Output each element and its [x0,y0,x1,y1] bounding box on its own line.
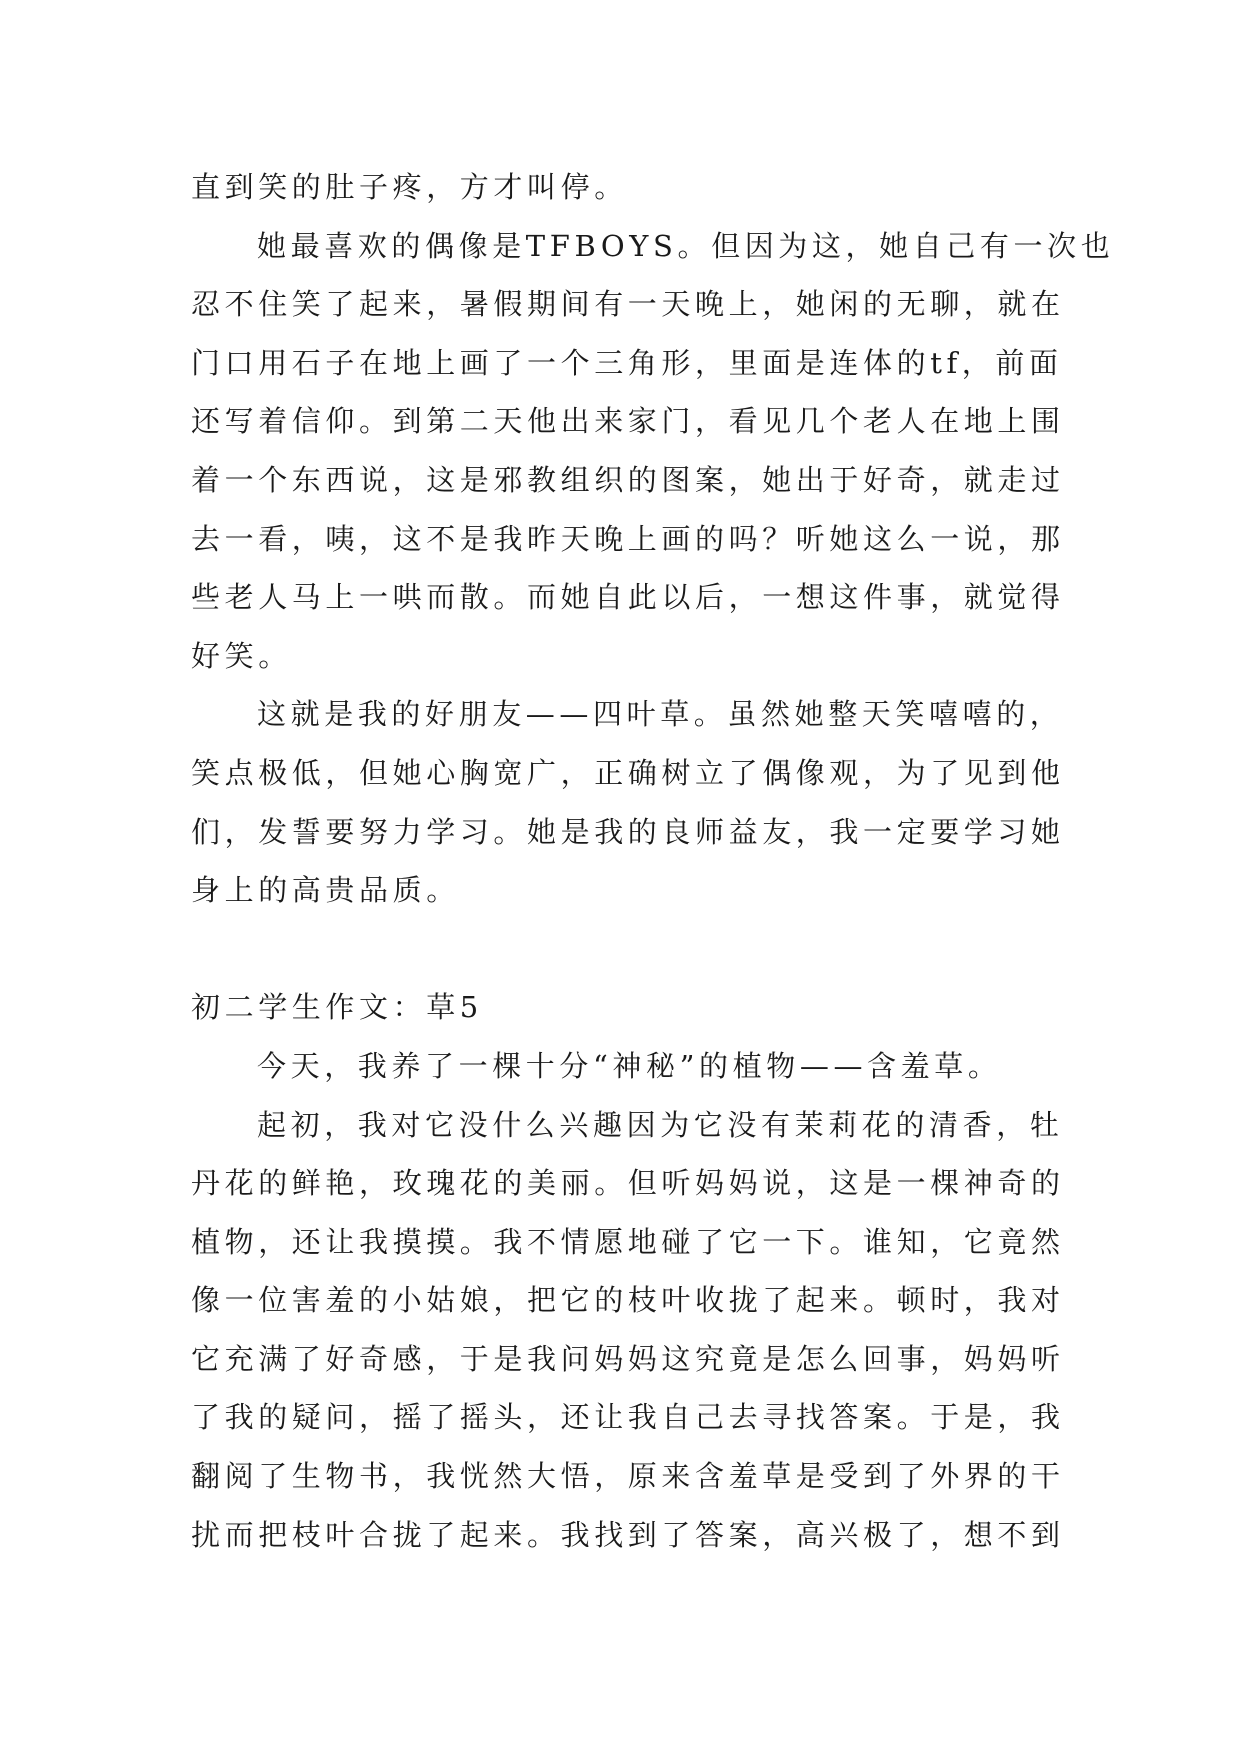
text-line: 们，发誓要努力学习。她是我的良师益友，我一定要学习她 [191,814,1065,849]
paragraph-start-line: 起初，我对它没什么兴趣因为它没有茉莉花的清香，牡 [257,1107,1064,1142]
text-line: 着一个东西说，这是邪教组织的图案，她出于好奇，就走过 [191,462,1065,497]
text-line: 门口用石子在地上画了一个三角形，里面是连体的tf，前面 [191,345,1063,380]
text-line: 身上的高贵品质。 [191,873,460,908]
text-line: 忍不住笑了起来，暑假期间有一天晚上，她闲的无聊，就在 [191,287,1065,322]
text-line: 植物，还让我摸摸。我不情愿地碰了它一下。谁知，它竟然 [191,1224,1065,1259]
text-line: 了我的疑问，摇了摇头，还让我自己去寻找答案。于是，我 [191,1400,1065,1435]
document-body [191,158,1115,1564]
paragraph-start-line: 这就是我的好朋友——四叶草。虽然她整天笑嘻嘻的， [257,697,1064,732]
text-line: 像一位害羞的小姑娘，把它的枝叶收拢了起来。顿时，我对 [191,1283,1065,1318]
text-line: 丹花的鲜艳，玫瑰花的美丽。但听妈妈说，这是一棵神奇的 [191,1166,1065,1201]
text-line: 扰而把枝叶合拢了起来。我找到了答案，高兴极了，想不到 [191,1517,1065,1552]
text-line: 些老人马上一哄而散。而她自此以后，一想这件事，就觉得 [191,580,1065,615]
text-line: 直到笑的肚子疼，方才叫停。 [191,170,628,204]
text-line: 它充满了好奇感，于是我问妈妈这究竟是怎么回事，妈妈听 [191,1341,1065,1376]
paragraph-start-line: 今天，我养了一棵十分“神秘”的植物——含羞草。 [257,1048,1002,1083]
text-line: 好笑。 [191,638,292,673]
paragraph-start-line: 她最喜欢的偶像是TFBOYS。但因为这，她自己有一次也 [257,228,1115,263]
text-line: 翻阅了生物书，我恍然大悟，原来含羞草是受到了外界的干 [191,1459,1065,1494]
text-line: 去一看，咦，这不是我昨天晚上画的吗？听她这么一说，那 [191,521,1065,556]
text-line: 笑点极低，但她心胸宽广，正确树立了偶像观，为了见到他 [191,755,1065,790]
essay-heading: 初二学生作文：草5 [191,990,483,1025]
text-line: 还写着信仰。到第二天他出来家门，看见几个老人在地上围 [191,404,1065,439]
paragraph-spacer [191,920,1051,979]
